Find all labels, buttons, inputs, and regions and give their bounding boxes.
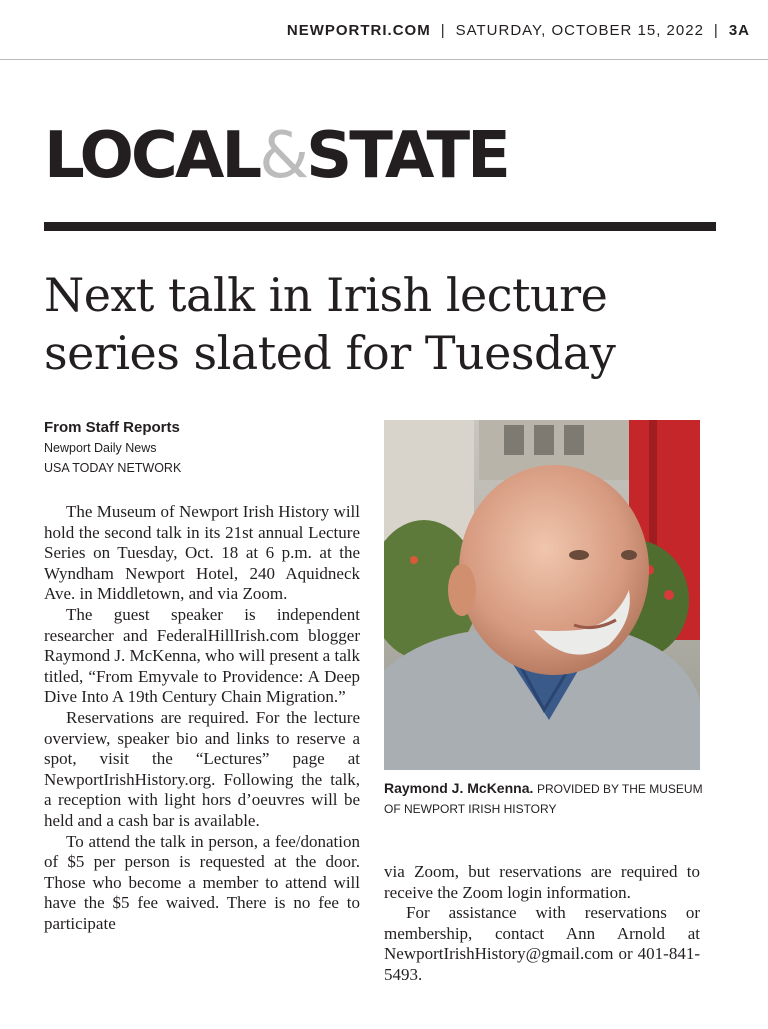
masthead-divider: | [713, 22, 719, 39]
section-title [44, 118, 508, 194]
paragraph-4-continued: via Zoom, but reservations are required to receive the Zoom login information. [384, 862, 700, 902]
site-name[interactable]: NEWPORTRI.COM [286, 22, 431, 39]
masthead [287, 22, 750, 39]
paragraph-2: The guest speaker is independent researcher and FederalHillIrish.com blogger Raymond J. McKenna, who will present a talk titled, “From Emyvale to Providence: A Deep Dive Into A 19th Century Chain Migration.” [44, 604, 360, 707]
speaker-photo [384, 420, 700, 770]
byline-outlet: Newport Daily News [44, 441, 157, 455]
paragraph-1: The Museum of Newport Irish History will hold the second talk in its 21st annual Lecture Series on Tuesday, Oct. 18 at 6 p.m. at the Wyndham Newport Hotel, 240 Aquidneck Ave. in Middletown, and via Zoom. [44, 502, 360, 604]
headline-line-1: Next talk in Irish lecture [44, 268, 608, 322]
section-title-local: LOCAL [44, 119, 260, 193]
masthead-divider: | [440, 22, 446, 39]
issue-date: SATURDAY, OCTOBER 15, 2022 [455, 22, 704, 39]
paragraph-3: Reservations are required. For the lecture overview, speaker bio and links to reserve a spot, visit the “Lectures” page at NewportIrishHistory.org. Following the talk, a reception with light hors d’oeuvres will be held and a cash bar is available. [44, 707, 360, 830]
paragraph-5: For assistance with reservations or membership, contact Ann Arnold at NewportIrishHistory@gmail.com or 401-841-5493. [384, 903, 700, 984]
section-title-state: STATE [306, 119, 508, 193]
byline-network: USA TODAY NETWORK [44, 461, 182, 475]
header-divider [0, 59, 768, 60]
caption-credit: PROVIDED BY THE MUSEUM OF NEWPORT IRISH HISTORY [384, 782, 703, 816]
speaker-photo-image [384, 420, 700, 770]
paragraph-4: To attend the talk in person, a fee/donation of $5 per person is requested at the door. Those who become a member to attend will have the $5 fee waived. There is no fee to participate [44, 831, 360, 933]
headline-line-2: series slated for Tuesday [44, 326, 616, 380]
caption-name: Raymond J. McKenna. [384, 780, 534, 796]
photo-caption [384, 778, 704, 819]
article-column-2 [384, 862, 700, 986]
byline-author: From Staff Reports [44, 419, 180, 436]
byline [44, 418, 181, 478]
article-headline [44, 266, 734, 382]
page-number: 3A [728, 22, 750, 39]
section-rule [44, 222, 716, 231]
section-title-ampersand: & [259, 119, 307, 193]
article-column-1 [44, 502, 360, 934]
